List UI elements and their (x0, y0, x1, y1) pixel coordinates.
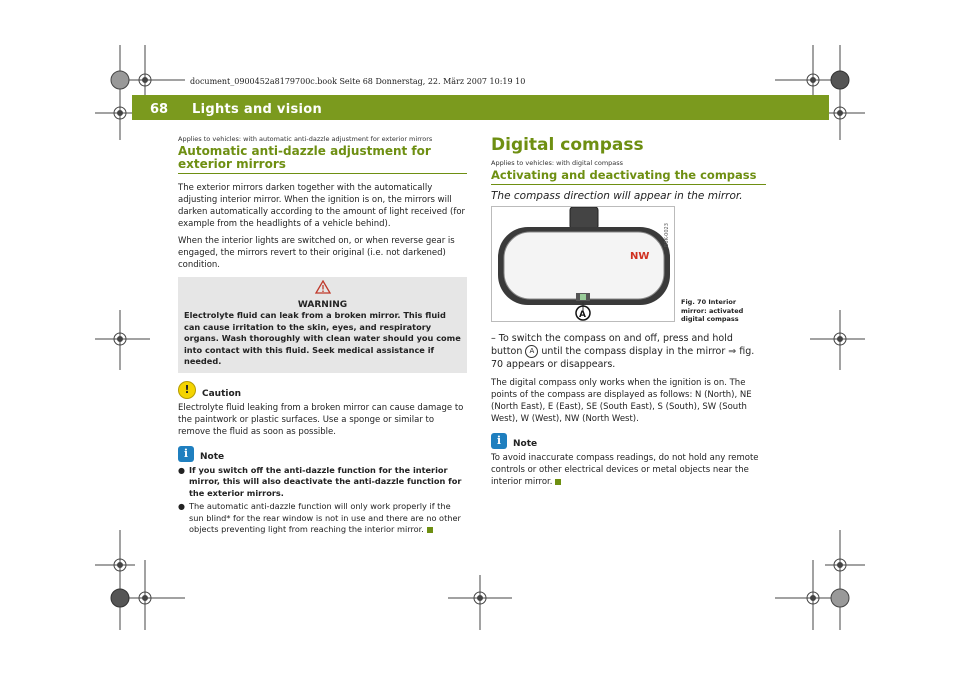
section-heading: Activating and deactivating the compass (491, 169, 766, 185)
mirror-illustration (492, 207, 674, 321)
warning-icon (184, 279, 461, 298)
note-title: Note (513, 439, 538, 449)
figure-block (491, 206, 766, 326)
warning-title: WARNING (297, 300, 348, 310)
note-heading (491, 433, 766, 449)
info-icon: i (491, 433, 507, 449)
compass-display: NW (630, 251, 650, 262)
paragraph: The exterior mirrors darken together with the automatically adjusting interior mirror. When the ignition is on, the mirrors will darken automatically according to the amount of light received (for example from the headlights of a vehicle behind). (178, 183, 466, 229)
right-column (491, 135, 766, 488)
caution-heading (178, 381, 467, 399)
file-header: document_0900452a8179700c.book Seite 68 Donnerstag, 22. März 2007 10:19 10 (190, 77, 526, 86)
info-icon: i (178, 446, 194, 462)
warning-text: Electrolyte fluid can leak from a broken mirror. This fluid can cause irritation to the skin, eyes, and respiratory organs. Wash thoroughly with clean water should you come into contact with this fluid. Seek medical assistance if needed. (184, 310, 461, 366)
bullet-icon: ● (178, 502, 185, 511)
chapter-heading: Digital compass (491, 135, 644, 155)
section-title: Lights and vision (192, 102, 323, 117)
paragraph: The digital compass only works when the ignition is on. The points of the compass are displayed as follows: N (North), NE (North East), E (East), SE (South East), S (South), SW (South West), W (West), NW (North West). (491, 378, 752, 424)
bullet-icon: ● (178, 465, 185, 475)
figure-70-interior-mirror (491, 206, 675, 322)
instruction-step (491, 332, 766, 371)
step-text: To switch the compass on and off, press and hold button (491, 333, 733, 357)
button-a-icon: A (525, 345, 538, 358)
figure-caption: Fig. 70 Interior mirror: activated digital compass (681, 298, 744, 323)
figure-code: B8K-0023 (664, 223, 670, 247)
end-of-section-mark (427, 527, 433, 533)
note-title: Note (200, 451, 225, 462)
note-text: To avoid inaccurate compass readings, do not hold any remote controls or other electrical devices or metal objects near the interior mirror. (491, 453, 759, 487)
button-label: A (579, 310, 586, 320)
section-heading: Automatic anti-dazzle adjustment for exterior mirrors (178, 145, 467, 174)
warning-box (178, 277, 467, 373)
page-number: 68 (150, 102, 169, 117)
applies-to-text: Applies to vehicles: with automatic anti-dazzle adjustment for exterior mirrors (178, 135, 433, 143)
note-bullet-text: If you switch off the anti-dazzle function for the interior mirror, this will also deactivate the anti-dazzle function for the exterior mirrors. (188, 464, 462, 498)
caution-icon: ! (178, 381, 196, 399)
caution-text: Electrolyte fluid leaking from a broken mirror can cause damage to the paintwork or plastic surfaces. Use a sponge or similar to remove the fluid as soon as possible. (178, 402, 464, 437)
note-bullet (178, 465, 467, 500)
step-dash: – (491, 333, 496, 344)
intro-text: The compass direction will appear in the mirror. (491, 190, 743, 202)
note-heading (178, 446, 467, 462)
left-column (178, 135, 467, 536)
applies-to-text: Applies to vehicles: with digital compass (491, 159, 624, 167)
note-bullet (178, 501, 467, 536)
caution-title: Caution (202, 388, 242, 399)
end-of-section-mark (555, 479, 561, 485)
step-text: until the compass display in the mirror ⇒ fig. 70 appears or disappears. (491, 346, 755, 370)
note-bullet-text: The automatic anti-dazzle function will only work properly if the sun blind* for the rear window is not in use and there are no other objects preventing light from reaching the interior mirror. (188, 501, 461, 534)
paragraph: When the interior lights are switched on, or when reverse gear is engaged, the mirrors revert to their original (i.e. not darkened) condition. (178, 236, 455, 270)
